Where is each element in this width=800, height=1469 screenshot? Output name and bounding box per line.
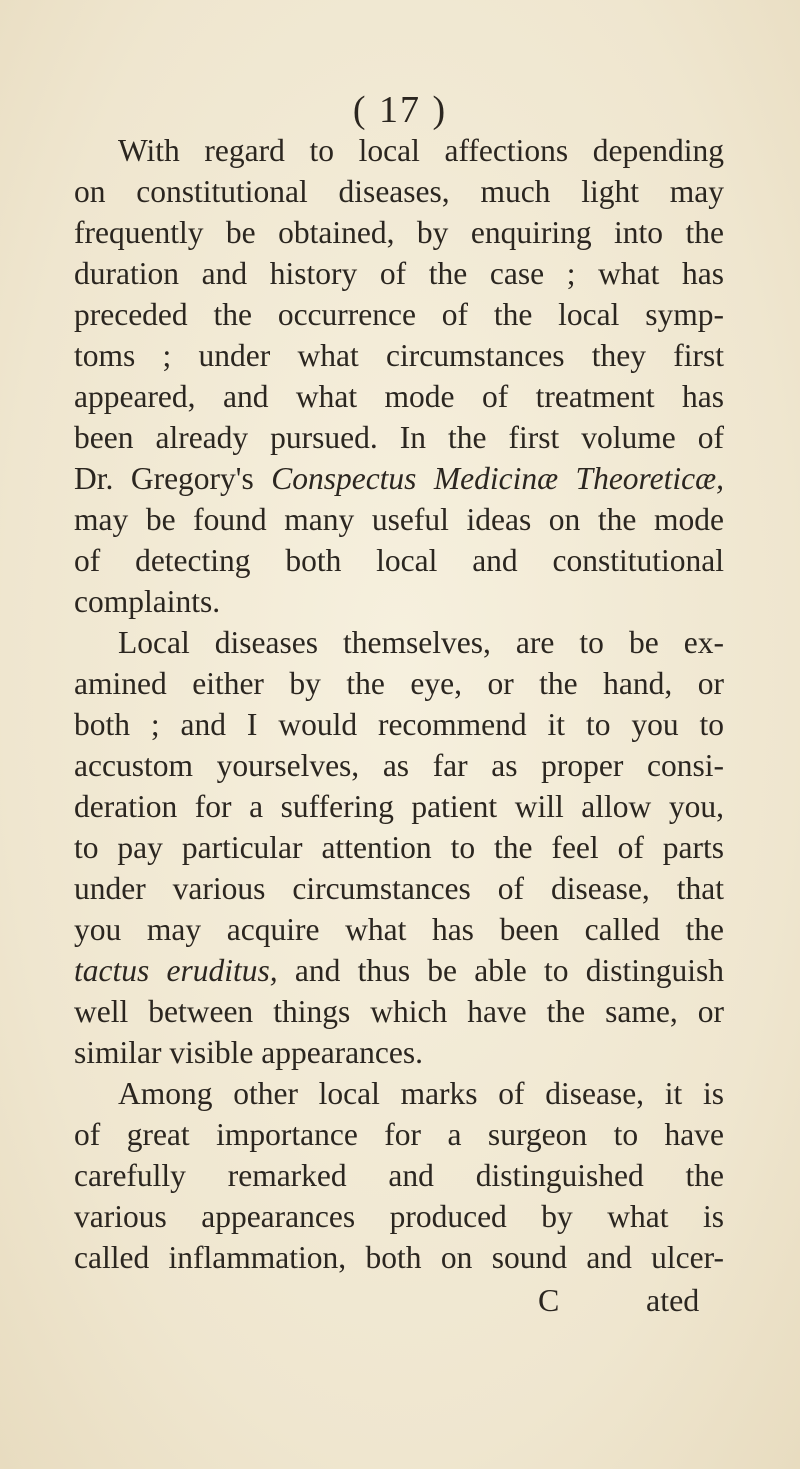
text-line: frequently be obtained, by enquiring into the [74, 215, 724, 250]
text-line-with-term [74, 950, 724, 991]
text-segment: and thus be able to distinguish [277, 953, 724, 988]
text-line: deration for a suffering patient will allow you, [74, 789, 724, 824]
text-line: may be found many useful ideas on the mode [74, 502, 724, 537]
italic-book-title: Conspectus Medicinæ Theoreticæ, [271, 461, 724, 496]
text-line: well between things which have the same, or [74, 994, 724, 1029]
text-line: amined either by the eye, or the hand, or [74, 666, 724, 701]
page-number: ( 17 ) [352, 89, 448, 131]
text-line: to pay particular attention to the feel of parts [74, 830, 724, 865]
text-line: under various circumstances of disease, that [74, 871, 724, 906]
text-line: preceded the occurrence of the local symp- [74, 297, 724, 332]
text-line: on constitutional diseases, much light may [74, 174, 724, 209]
text-segment: Dr. Gregory's [74, 461, 272, 496]
text-line: of detecting both local and constitutional [74, 543, 724, 578]
text-line: carefully remarked and distinguished the [74, 1158, 724, 1193]
text-line: With regard to local affections depending [118, 133, 724, 168]
text-line: called inflammation, both on sound and ulcer- [74, 1240, 724, 1275]
text-line: you may acquire what has been called the [74, 912, 724, 947]
text-line: accustom yourselves, as far as proper consi- [74, 748, 724, 783]
text-line-with-title [74, 458, 724, 499]
text-line: been already pursued. In the first volume of [74, 420, 724, 455]
text-line: similar visible appearances. [74, 1035, 423, 1070]
text-line: appeared, and what mode of treatment has [74, 379, 724, 414]
text-line: toms ; under what circumstances they first [74, 338, 724, 373]
signature-mark: C [538, 1282, 560, 1318]
text-line: both ; and I would recommend it to you to [74, 707, 724, 742]
text-line: of great importance for a surgeon to have [74, 1117, 724, 1152]
text-line: duration and history of the case ; what has [74, 256, 724, 291]
text-line: various appearances produced by what is [74, 1199, 724, 1234]
text-line: Local diseases themselves, are to be ex- [118, 625, 724, 660]
italic-latin-term: tactus eruditus, [74, 953, 278, 988]
catchword: ated [646, 1282, 700, 1318]
text-line: complaints. [74, 584, 221, 619]
text-line: Among other local marks of disease, it is [118, 1076, 724, 1111]
